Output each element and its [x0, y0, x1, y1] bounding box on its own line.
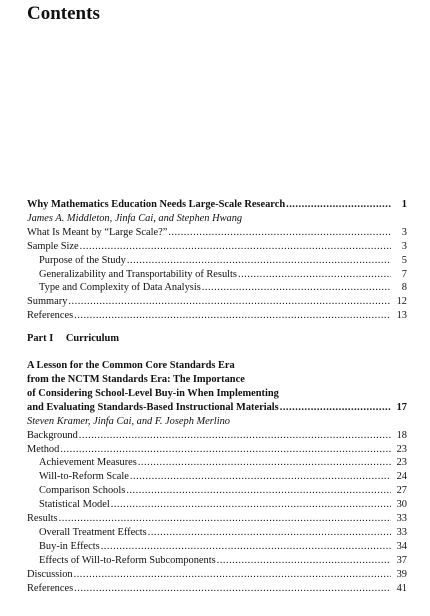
toc-entry[interactable]	[27, 526, 407, 540]
page-number: 3	[401, 240, 407, 252]
chapter-title-line: of Considering School-Level Buy-in When Implementing	[27, 387, 279, 399]
toc-entry[interactable]	[27, 254, 407, 268]
page-number: 24	[396, 471, 407, 483]
page-number: 13	[396, 310, 407, 322]
part-title: Curriculum	[65, 333, 119, 345]
section-list	[27, 429, 407, 596]
toc-entry[interactable]	[27, 470, 407, 484]
section-title: Summary	[27, 296, 68, 308]
chapter-title: and Evaluating Standards-Based Instructional Materials	[27, 401, 279, 413]
section-title: References	[27, 310, 74, 322]
page-number: 18	[396, 429, 407, 441]
toc-entry[interactable]	[27, 429, 407, 443]
toc-entry[interactable]	[27, 295, 407, 309]
chapter-authors: James A. Middleton, Jinfa Cai, and Stephen Hwang	[27, 212, 243, 224]
dot-leader	[130, 470, 391, 484]
dot-leader	[60, 443, 391, 457]
chapter-title-line: from the NCTM Standards Era: The Importance	[27, 373, 245, 385]
dot-leader	[138, 456, 391, 470]
table-of-contents	[27, 198, 407, 595]
part-heading	[27, 332, 407, 346]
dot-leader	[126, 484, 391, 498]
page-number: 39	[396, 568, 407, 580]
section-title: Purpose of the Study	[39, 254, 126, 266]
page-number: 33	[396, 526, 407, 538]
toc-entry[interactable]	[27, 226, 407, 240]
toc-entry[interactable]	[27, 498, 407, 512]
section-title: Achievement Measures	[39, 457, 137, 469]
toc-entry[interactable]	[27, 443, 407, 457]
dot-leader	[111, 498, 391, 512]
dot-leader	[79, 429, 391, 443]
part-label: Part I	[27, 333, 54, 345]
dot-leader	[280, 401, 391, 415]
dot-leader	[168, 226, 391, 240]
dot-leader	[80, 240, 391, 254]
section-title: Generalizability and Transportability of Results	[39, 268, 237, 280]
dot-leader	[217, 554, 391, 568]
toc-entry[interactable]	[27, 554, 407, 568]
section-title: Statistical Model	[39, 499, 110, 511]
dot-leader	[74, 568, 391, 582]
dot-leader	[238, 268, 391, 282]
section-title: Will-to-Reform Scale	[39, 471, 129, 483]
section-title: Effects of Will-to-Reform Subcomponents	[39, 554, 216, 566]
dot-leader	[68, 295, 391, 309]
toc-entry[interactable]	[27, 582, 407, 596]
page-number: 8	[401, 282, 407, 294]
page-number: 5	[401, 254, 407, 266]
dot-leader	[59, 512, 391, 526]
toc-entry[interactable]	[27, 281, 407, 295]
toc-entry[interactable]	[27, 568, 407, 582]
page-number: 23	[396, 457, 407, 469]
section-title: Discussion	[27, 568, 73, 580]
section-title: Type and Complexity of Data Analysis	[39, 282, 201, 294]
page-number: 37	[396, 554, 407, 566]
page-number: 33	[396, 513, 407, 525]
section-title: Buy-in Effects	[39, 540, 100, 552]
section-title: Background	[27, 429, 78, 441]
toc-entry[interactable]	[27, 309, 407, 323]
page-title: Contents	[27, 3, 100, 24]
page-number: 1	[401, 199, 407, 210]
dot-leader	[202, 281, 391, 295]
chapter-title-line: A Lesson for the Common Core Standards Era	[27, 360, 235, 372]
toc-entry[interactable]	[27, 240, 407, 254]
section-title: Sample Size	[27, 240, 79, 252]
section-list	[27, 226, 407, 323]
page-number: 27	[396, 485, 407, 497]
section-title: Method	[27, 443, 60, 455]
dot-leader	[101, 540, 391, 554]
chapter-entry[interactable]	[27, 401, 407, 415]
toc-entry[interactable]	[27, 512, 407, 526]
page-number: 30	[396, 499, 407, 511]
chapter-authors: Steven Kramer, Jinfa Cai, and F. Joseph Merlino	[27, 415, 230, 427]
toc-entry[interactable]	[27, 268, 407, 282]
toc-entry[interactable]	[27, 540, 407, 554]
toc-entry[interactable]	[27, 484, 407, 498]
dot-leader	[148, 526, 391, 540]
section-title: Comparison Schools	[39, 485, 126, 497]
page-number: 41	[396, 582, 407, 594]
section-title: Overall Treatment Effects	[39, 526, 147, 538]
chapter-entry[interactable]	[27, 198, 407, 212]
section-title: References	[27, 582, 74, 594]
page-number: 34	[396, 540, 407, 552]
section-title: Results	[27, 513, 58, 525]
dot-leader	[127, 254, 391, 268]
page-number: 12	[396, 296, 407, 308]
section-title: What Is Meant by “Large Scale?”	[27, 226, 168, 238]
toc-entry[interactable]	[27, 456, 407, 470]
page-number: 7	[401, 268, 407, 280]
chapter-title: Why Mathematics Education Needs Large-Scale Research	[27, 199, 286, 210]
page-number: 17	[396, 401, 407, 413]
dot-leader	[74, 309, 391, 323]
page-number: 23	[396, 443, 407, 455]
dot-leader	[74, 582, 391, 596]
page-number: 3	[401, 226, 407, 238]
dot-leader	[286, 198, 391, 212]
